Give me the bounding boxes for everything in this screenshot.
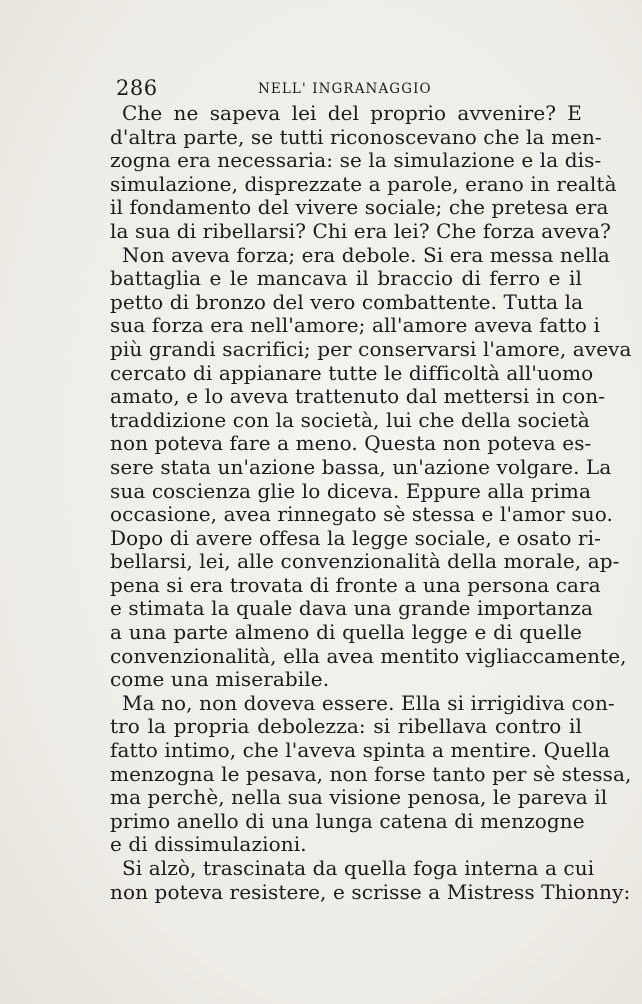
text-line: sua forza era nell'amore; all'amore aveva fatto i [110,313,600,338]
text-line: simulazione, disprezzate a parole, erano in realtà [110,171,617,196]
running-head: NELL' INGRANAGGIO [258,81,432,97]
text-line: primo anello di una lunga catena di menzogne [110,808,585,833]
text-line: menzogna le pesava, non forse tanto per sè stessa, [110,761,632,786]
text-line: sere stata un'azione bassa, un'azione volgare. La [110,454,612,479]
text-line: traddizione con la società, lui che della società [110,407,590,432]
text-line: Dopo di avere offesa la legge sociale, e osato ri- [110,525,601,550]
text-line: ma perchè, nella sua visione penosa, le pareva il [110,785,608,810]
text-line: petto di bronzo del vero combattente. Tutta la [110,289,584,314]
text-line: Non aveva forza; era debole. Si era messa nella [122,242,610,267]
text-line: Si alzò, trascinata da quella foga interna a cui [122,856,595,880]
page-header [110,74,580,104]
text-line: e di dissimulazioni. [110,832,307,857]
text-line: Ma no, non doveva essere. Ella si irrigidiva con- [122,690,615,715]
body-text [110,101,632,904]
text-line: più grandi sacrifici; per conservarsi l'amore, aveva [110,336,632,361]
text-line: pena si era trovata di fronte a una persona cara [110,572,601,597]
page-number: 286 [116,76,158,100]
text-line: amato, e lo aveva trattenuto dal mettersi in con- [110,384,606,409]
text-line: e stimata la quale dava una grande importanza [110,596,594,621]
text-line: la sua di ribellarsi? Chi era lei? Che forza aveva? [110,218,611,243]
text-line: occasione, avea rinnegato sè stessa e l'amor suo. [110,502,613,527]
text-line: cercato di appianare tutte le difficoltà all'uomo [110,360,594,385]
text-line: battaglia e le mancava il braccio di ferro e il [110,266,582,291]
text-line: sua coscienza glie lo diceva. Eppure alla prima [110,478,592,503]
text-line: come una miserabile. [110,667,330,692]
text-line: tro la propria debolezza: si ribellava contro il [110,714,582,739]
text-line: zogna era necessaria: se la simulazione e la dis- [110,148,602,173]
text-line: a una parte almeno di quella legge e di quelle [110,620,582,645]
text-line: fatto intimo, che l'aveva spinta a mentire. Quella [110,738,611,763]
text-line: il fondamento del vivere sociale; che pretesa era [110,195,609,220]
text-line: Che ne sapeva lei del proprio avvenire? E [122,101,582,125]
text-line: d'altra parte, se tutti riconoscevano che la men- [110,124,602,149]
text-line: non poteva resistere, e scrisse a Mistress Thionny: [110,879,631,904]
text-line: convenzionalità, ella avea mentito vigliaccamente, [110,643,627,668]
text-line: bellarsi, lei, alle convenzionalità della morale, ap- [110,549,620,574]
text-line: non poteva fare a meno. Questa non poteva es- [110,431,592,456]
